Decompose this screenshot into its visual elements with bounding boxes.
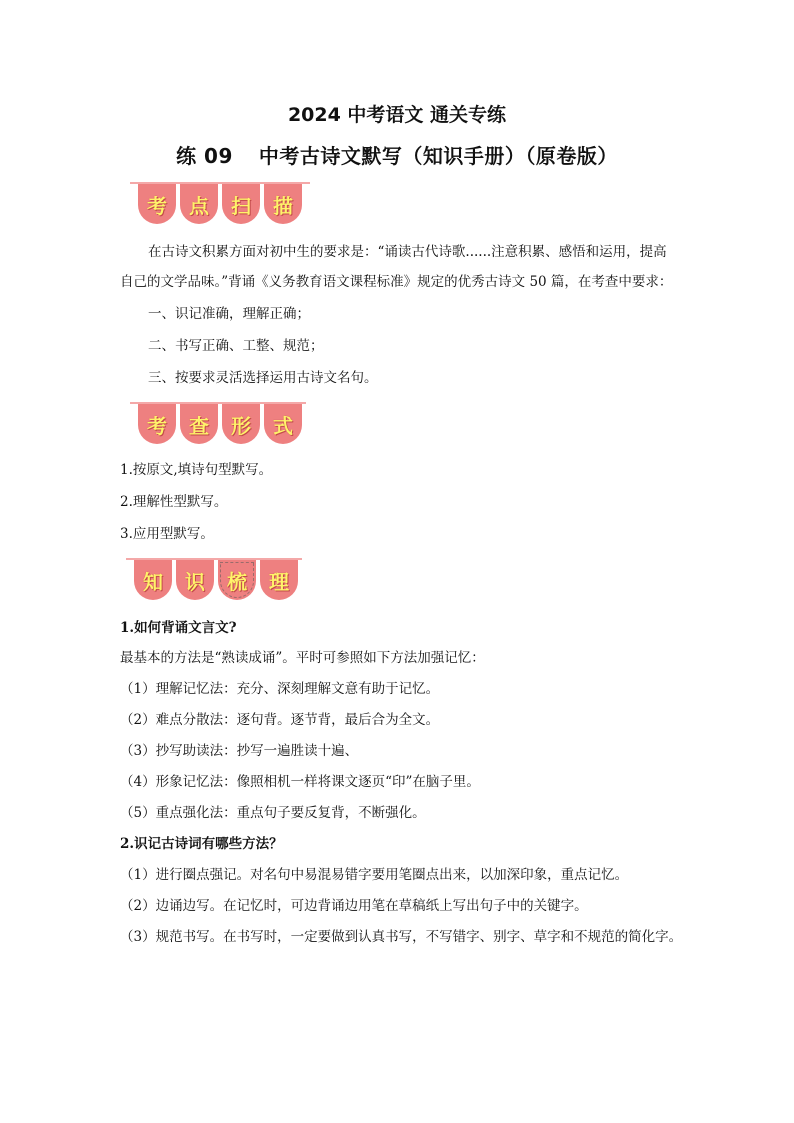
banner-tab: 考	[138, 404, 176, 444]
document-title: 2024 中考语文 通关专练	[287, 104, 507, 126]
banner-tab: 描	[264, 184, 302, 224]
banner-tab: 理	[260, 560, 298, 600]
method-item: （2）边诵边写。在记忆时，可边背诵边用笔在草稿纸上写出句子中的关键字。	[120, 898, 588, 914]
intro-paragraph-line2: 自己的文学品味。”背诵《义务教育语文课程标准》规定的优秀古诗文 50 篇，在考查中要求：	[120, 274, 673, 290]
banner-tab: 式	[264, 404, 302, 444]
section-banner-sort	[126, 558, 302, 610]
question-heading: 2.识记古诗词有哪些方法？	[120, 836, 283, 852]
method-item: （3）规范书写。在书写时，一定要做到认真书写，不写错字、别字、草字和不规范的简化字。	[120, 929, 683, 945]
document-subtitle	[0, 140, 794, 169]
banner-tab: 查	[180, 404, 218, 444]
intro-paragraph-line1: 在古诗文积累方面对初中生的要求是：“诵读古代诗歌......注意积累、感悟和运用，提高	[148, 244, 667, 260]
section-banner-scan	[130, 182, 310, 234]
banner-tab: 考	[138, 184, 176, 224]
method-item: （4）形象记忆法：像照相机一样将课文逐页“印”在脑子里。	[120, 774, 480, 790]
question-heading: 1.如何背诵文言文?	[120, 620, 237, 636]
method-item: （1）进行圈点强记。对名句中易混易错字要用笔圈点出来，以加深印象，重点记忆。	[120, 867, 629, 883]
method-item: （3）抄写助读法：抄写一遍胜读十遍、	[120, 743, 359, 759]
subtitle-text: 中考古诗文默写（知识手册）（原卷版）	[258, 144, 618, 168]
form-item: 3.应用型默写。	[120, 526, 214, 542]
method-item: （1）理解记忆法：充分、深刻理解文意有助于记忆。	[120, 681, 440, 697]
section-banner-form	[130, 402, 306, 454]
banner-tab: 梳	[218, 560, 256, 600]
form-item: 1.按原文,填诗句型默写。	[120, 462, 273, 478]
question-intro: 最基本的方法是“熟读成诵”。平时可参照如下方法加强记忆：	[120, 650, 485, 666]
requirement-item: 一、识记准确，理解正确；	[148, 306, 310, 322]
banner-tab: 扫	[222, 184, 260, 224]
requirement-item: 二、书写正确、工整、规范；	[148, 338, 324, 354]
banner-tab: 识	[176, 560, 214, 600]
banner-tab: 知	[134, 560, 172, 600]
method-item: （5）重点强化法：重点句子要反复背，不断强化。	[120, 805, 426, 821]
subtitle-number: 练 09	[176, 144, 233, 168]
requirement-item: 三、按要求灵活选择运用古诗文名句。	[148, 370, 378, 386]
method-item: （2）难点分散法：逐句背。逐节背，最后合为全文。	[120, 712, 440, 728]
banner-tab: 形	[222, 404, 260, 444]
form-item: 2.理解性型默写。	[120, 494, 228, 510]
banner-tab: 点	[180, 184, 218, 224]
